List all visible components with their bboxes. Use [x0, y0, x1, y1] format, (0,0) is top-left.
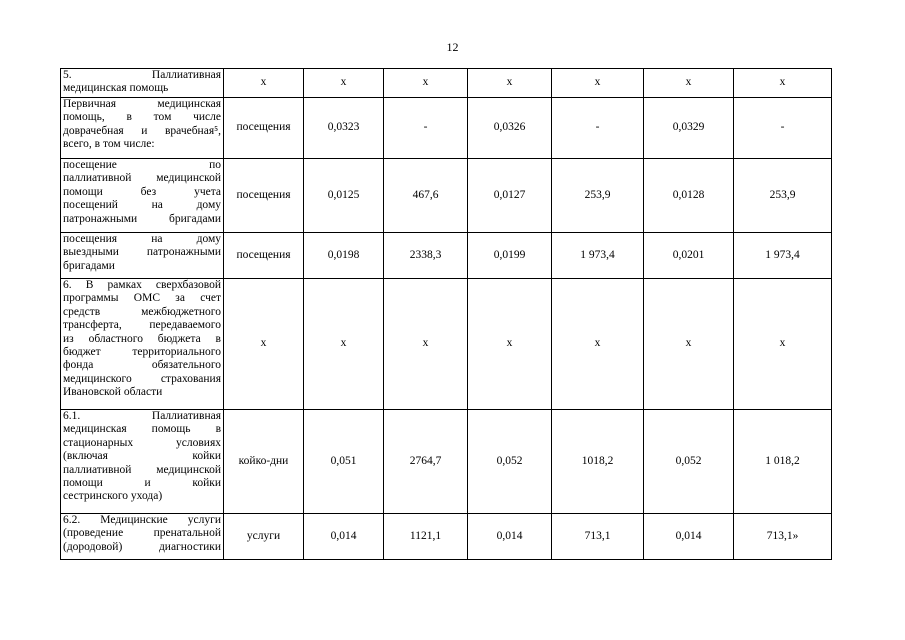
row-description [61, 98, 224, 159]
value-cell: х [552, 69, 644, 98]
table-row [61, 69, 832, 98]
value-cell: х [384, 279, 468, 410]
value-cell: 2338,3 [384, 233, 468, 279]
value-cell: 0,051 [304, 410, 384, 514]
value-cell: 0,0128 [644, 159, 734, 233]
description-line: из областного бюджета в [63, 332, 221, 345]
value-cell: 0,052 [644, 410, 734, 514]
value-cell: 2764,7 [384, 410, 468, 514]
value-cell: 0,0329 [644, 98, 734, 159]
unit-cell: посещения [224, 98, 304, 159]
value-cell: 0,052 [468, 410, 552, 514]
value-cell: 1 973,4 [734, 233, 832, 279]
description-line: медицинская помощь [63, 82, 169, 95]
description-line: посещений на дому [63, 199, 221, 212]
description-line: бригадами [63, 259, 115, 272]
value-cell: 0,0199 [468, 233, 552, 279]
unit-cell: посещения [224, 159, 304, 233]
value-cell: 0,0198 [304, 233, 384, 279]
value-cell: 713,1 [552, 514, 644, 560]
norms-table [60, 68, 832, 560]
value-cell: х [734, 69, 832, 98]
value-cell: х [644, 69, 734, 98]
row-description [61, 514, 224, 560]
description-line: (включая койки [63, 450, 221, 463]
value-cell: х [552, 279, 644, 410]
row-description [61, 69, 224, 98]
value-cell: 0,014 [304, 514, 384, 560]
value-cell: 0,014 [644, 514, 734, 560]
description-line: медицинская помощь в [63, 423, 221, 436]
description-line: медицинского страхования [63, 372, 221, 385]
description-line: посещение по [63, 159, 221, 171]
description-line: паллиативной медицинской [63, 463, 221, 476]
unit-cell: услуги [224, 514, 304, 560]
value-cell: 1 973,4 [552, 233, 644, 279]
description-line: помощи без учета [63, 185, 221, 198]
value-cell: х [734, 279, 832, 410]
description-line: Ивановской области [63, 386, 163, 399]
value-cell: 467,6 [384, 159, 468, 233]
row-description [61, 279, 224, 410]
value-cell: х [384, 69, 468, 98]
description-line: всего, в том числе: [63, 138, 155, 151]
value-cell: х [304, 279, 384, 410]
description-line: средств межбюджетного [63, 305, 221, 318]
description-line: (дородовой) диагностики [63, 540, 221, 553]
table-row [61, 410, 832, 514]
description-line: выездными патронажными [63, 246, 221, 259]
description-line: 6.2. Медицинские услуги [63, 514, 221, 526]
row-description [61, 233, 224, 279]
description-line: паллиативной медицинской [63, 172, 221, 185]
row-description [61, 159, 224, 233]
description-line: патронажными бригадами [63, 212, 221, 225]
description-line: посещения на дому [63, 233, 221, 245]
description-line: помощь, в том числе [63, 111, 221, 124]
unit-cell: посещения [224, 233, 304, 279]
value-cell: 0,0127 [468, 159, 552, 233]
description-line: программы ОМС за счет [63, 292, 221, 305]
description-line: 6.1. Паллиативная [63, 410, 221, 422]
value-cell: х [304, 69, 384, 98]
table-row [61, 98, 832, 159]
table-row [61, 159, 832, 233]
table-row [61, 514, 832, 560]
value-cell: 1121,1 [384, 514, 468, 560]
description-line: (проведение пренатальной [63, 527, 221, 540]
unit-cell: х [224, 69, 304, 98]
description-line: 5. Паллиативная [63, 69, 221, 81]
value-cell: 253,9 [734, 159, 832, 233]
description-line: бюджет территориального [63, 346, 221, 359]
value-cell: - [552, 98, 644, 159]
description-line: 6. В рамках сверхбазовой [63, 279, 221, 291]
value-cell: 0,0201 [644, 233, 734, 279]
description-line: сестринского ухода) [63, 490, 163, 503]
description-line: Первичная медицинская [63, 98, 221, 110]
description-line: фонда обязательного [63, 359, 221, 372]
value-cell: 0,0125 [304, 159, 384, 233]
table-row [61, 233, 832, 279]
unit-cell: койко-дни [224, 410, 304, 514]
value-cell: - [734, 98, 832, 159]
description-line: трансферта, передаваемого [63, 319, 221, 332]
description-line: помощи и койки [63, 477, 221, 490]
value-cell: х [468, 279, 552, 410]
row-description [61, 410, 224, 514]
value-cell: 1 018,2 [734, 410, 832, 514]
value-cell: 0,0323 [304, 98, 384, 159]
table-row [61, 279, 832, 410]
value-cell: 0,014 [468, 514, 552, 560]
value-cell: х [644, 279, 734, 410]
page-number: 12 [446, 40, 459, 54]
description-line: доврачебная и врачебная⁵, [63, 124, 221, 137]
value-cell: х [468, 69, 552, 98]
description-line: стационарных условиях [63, 436, 221, 449]
unit-cell: х [224, 279, 304, 410]
value-cell: 0,0326 [468, 98, 552, 159]
value-cell: 253,9 [552, 159, 644, 233]
value-cell: - [384, 98, 468, 159]
value-cell: 713,1» [734, 514, 832, 560]
value-cell: 1018,2 [552, 410, 644, 514]
